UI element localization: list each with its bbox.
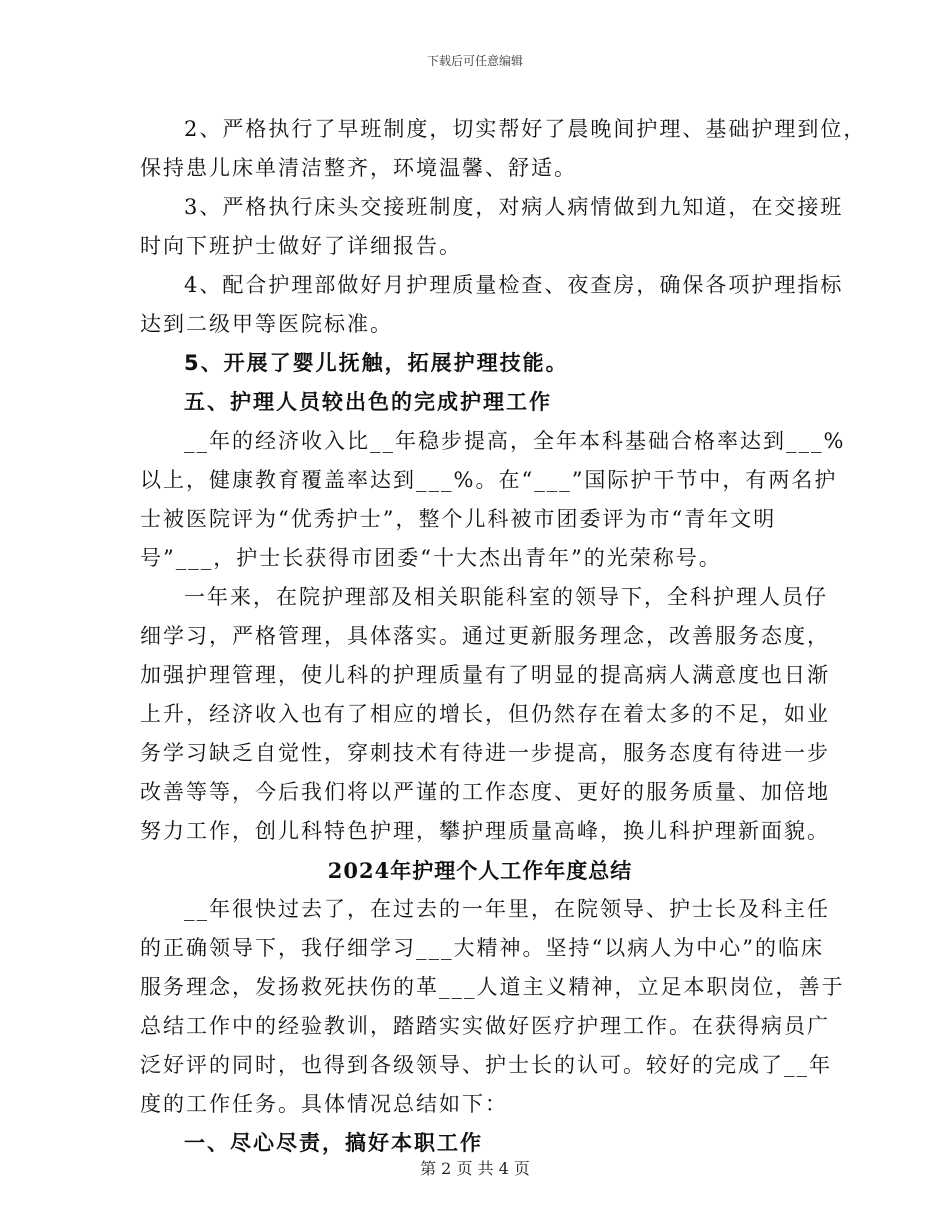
section-heading: 一、尽心尽责，搞好本职工作	[184, 1131, 483, 1155]
paragraph-line: 的正确领导下，我仔细学习___大精神。坚持“以病人为中心”的临床	[140, 936, 824, 960]
document-body	[140, 110, 867, 1163]
paragraph-line: 以上，健康教育覆盖率达到___%。在“___”国际护干节中，有两名护	[140, 468, 838, 492]
paragraph-line: 号”___，护士长获得市团委“十大杰出青年”的光荣称号。	[140, 546, 722, 570]
paragraph-line: 加强护理管理，使儿科的护理质量有了明显的提高病人满意度也日渐	[140, 663, 830, 687]
paragraph-line: 上升，经济收入也有了相应的增长，但仍然存在着太多的不足，如业	[140, 702, 830, 726]
paragraph-line: 总结工作中的经验教训，踏踏实实做好医疗护理工作。在获得病员广	[140, 1014, 830, 1038]
paragraph-line: 3、严格执行床头交接班制度，对病人病情做到九知道，在交接班	[184, 195, 844, 219]
paragraph-line: 4、配合护理部做好月护理质量检查、夜查房，确保各项护理指标	[184, 273, 844, 297]
paragraph-line: 泛好评的同时，也得到各级领导、护士长的认可。较好的完成了__年	[140, 1053, 832, 1077]
paragraph-line: __年很快过去了，在过去的一年里，在院领导、护士长及科主任	[184, 897, 830, 921]
page-header: 下载后可任意编辑	[426, 54, 523, 68]
paragraph-line: 保持患儿床单清洁整齐，环境温馨、舒适。	[140, 156, 577, 180]
paragraph-line: __年的经济收入比__年稳步提高，全年本科基础合格率达到___%	[184, 429, 846, 453]
paragraph-line: 努力工作，创儿科特色护理，攀护理质量高峰，换儿科护理新面貌。	[140, 819, 830, 843]
paragraph-line: 2、严格执行了早班制度，切实帮好了晨晚间护理、基础护理到位，	[184, 117, 867, 141]
paragraph-line: 度的工作任务。具体情况总结如下：	[140, 1092, 508, 1116]
paragraph-line: 时向下班护士做好了详细报告。	[140, 234, 462, 258]
document-title: 2024年护理个人工作年度总结	[327, 858, 633, 883]
paragraph-line: 服务理念，发扬救死扶伤的革___人道主义精神，立足本职岗位，善于	[140, 975, 845, 999]
paragraph-line: 务学习缺乏自觉性，穿刺技术有待进一步提高，服务态度有待进一步	[140, 741, 830, 765]
paragraph-line: 士被医院评为“优秀护士”，整个儿科被市团委评为市“青年文明	[140, 507, 777, 531]
paragraph-line: 改善等等，今后我们将以严谨的工作态度、更好的服务质量、加倍地	[140, 780, 830, 804]
paragraph-line: 达到二级甲等医院标准。	[140, 312, 393, 336]
page-footer: 第 2 页 共 4 页	[420, 1159, 530, 1178]
paragraph-line: 一年来，在院护理部及相关职能科室的领导下，全科护理人员仔	[184, 585, 828, 609]
bold-item-line: 5、开展了婴儿抚触，拓展护理技能。	[184, 351, 569, 375]
paragraph-line: 细学习，严格管理，具体落实。通过更新服务理念，改善服务态度，	[140, 624, 830, 648]
section-heading: 五、护理人员较出色的完成护理工作	[184, 390, 552, 414]
